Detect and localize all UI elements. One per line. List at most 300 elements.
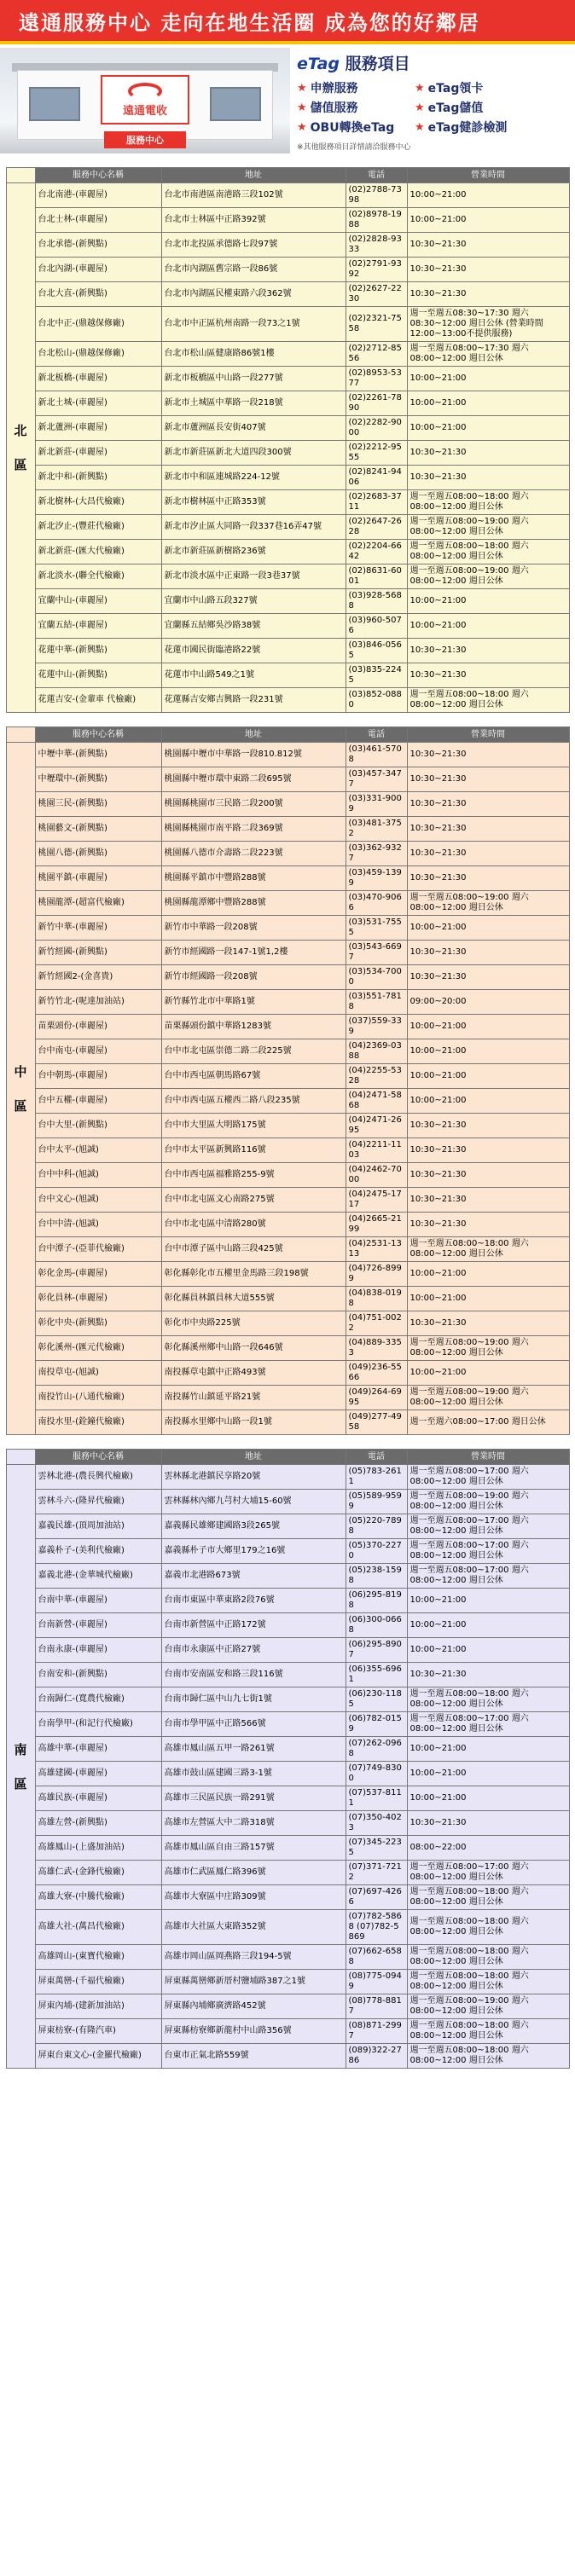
star-icon: ★ bbox=[297, 81, 307, 95]
center-hours: 08:00~22:00 bbox=[407, 1836, 569, 1861]
center-hours: 10:30~21:30 bbox=[407, 965, 569, 990]
center-phone: (04)2665-2199 bbox=[346, 1213, 407, 1237]
center-address: 台南市新營區中正路172號 bbox=[161, 1613, 346, 1638]
center-phone: (049)264-6995 bbox=[346, 1386, 407, 1410]
center-address: 台北市中正區杭州南路一段73之1號 bbox=[161, 307, 346, 342]
center-hours: 10:00~21:00 bbox=[407, 1762, 569, 1786]
center-hours: 10:00~21:00 bbox=[407, 416, 569, 441]
service-item: ★ eTag儲值 bbox=[415, 101, 484, 115]
address-header: 地址 bbox=[161, 1450, 346, 1465]
center-hours: 週一至週五08:00~17:30 週六08:00~12:00 週日公休 bbox=[407, 342, 569, 367]
center-hours: 週一至週五08:00~19:00 週六08:00~12:00 週日公休 bbox=[407, 564, 569, 589]
center-phone: (03)362-9327 bbox=[346, 842, 407, 866]
center-hours: 10:30~21:30 bbox=[407, 466, 569, 490]
center-name: 彰化金馬-(車麗屋) bbox=[35, 1262, 161, 1287]
center-name: 新北樹林-(大昌代檢廠) bbox=[35, 490, 161, 515]
center-name: 台北大直-(新興點) bbox=[35, 282, 161, 307]
center-hours: 10:30~21:30 bbox=[407, 1138, 569, 1163]
table-row bbox=[6, 1237, 569, 1262]
center-hours: 10:00~21:00 bbox=[407, 1039, 569, 1064]
center-hours: 10:30~21:30 bbox=[407, 842, 569, 866]
table-row bbox=[6, 233, 569, 258]
center-name: 雲林斗六-(隆昇代檢廠) bbox=[35, 1490, 161, 1514]
table-row bbox=[6, 1994, 569, 2019]
star-icon: ★ bbox=[297, 101, 307, 114]
table-row bbox=[6, 916, 569, 941]
center-address: 苗栗縣頭份鎮中華路1283號 bbox=[161, 1015, 346, 1039]
table-row bbox=[6, 792, 569, 817]
center-address: 花蓮市中山路549之1號 bbox=[161, 663, 346, 688]
center-hours: 週一至週五08:00~18:00 週六08:00~12:00 週日公休 bbox=[407, 490, 569, 515]
table-row bbox=[6, 1114, 569, 1138]
center-hours: 週一至週五08:00~18:00 週六08:00~12:00 週日公休 bbox=[407, 1237, 569, 1262]
table-row bbox=[6, 639, 569, 663]
center-address: 台中市西屯區福雅路255-9號 bbox=[161, 1163, 346, 1188]
center-address: 台南市歸仁區中山九七街1號 bbox=[161, 1687, 346, 1712]
center-name: 桃園三民-(新興點) bbox=[35, 792, 161, 817]
center-name: 台南新營-(車麗屋) bbox=[35, 1613, 161, 1638]
table-row bbox=[6, 1663, 569, 1687]
center-name: 新北蘆洲-(車麗屋) bbox=[35, 416, 161, 441]
center-phone: (03)461-5708 bbox=[346, 743, 407, 767]
center-phone: (06)230-1185 bbox=[346, 1687, 407, 1712]
center-hours: 週一至週五08:00~18:00 週六08:00~12:00 週日公休 bbox=[407, 2019, 569, 2044]
center-hours: 週一至週五08:00~17:00 週六08:00~12:00 週日公休 bbox=[407, 1514, 569, 1539]
center-address: 南投縣竹山鎮延平路21號 bbox=[161, 1386, 346, 1410]
center-name: 新北新莊-(車麗屋) bbox=[35, 441, 161, 466]
table-row bbox=[6, 208, 569, 233]
center-address: 台北市士林區中正路392號 bbox=[161, 208, 346, 233]
center-address: 台北市松山區健康路86號1樓 bbox=[161, 342, 346, 367]
table-row bbox=[6, 1039, 569, 1064]
service-item: ★ eTag健診檢測 bbox=[415, 120, 508, 135]
center-name: 台中潭子-(亞菲代檢廠) bbox=[35, 1237, 161, 1262]
center-phone: (06)295-8198 bbox=[346, 1589, 407, 1613]
region-header-blank bbox=[6, 168, 35, 183]
center-phone: (04)2211-1103 bbox=[346, 1138, 407, 1163]
center-address: 南投縣草屯鎮中正路493號 bbox=[161, 1361, 346, 1386]
center-address: 桃園縣中壢市中華路一段810.812號 bbox=[161, 743, 346, 767]
center-hours: 10:00~21:00 bbox=[407, 1064, 569, 1089]
center-name: 嘉義朴子-(美利代檢廠) bbox=[35, 1539, 161, 1564]
service-item: ★ eTag領卡 bbox=[415, 81, 484, 96]
center-hours: 10:30~21:30 bbox=[407, 743, 569, 767]
table-row bbox=[6, 490, 569, 515]
center-address: 台北市內湖區舊宗路一段86號 bbox=[161, 258, 346, 282]
center-name: 高雄建國-(車麗屋) bbox=[35, 1762, 161, 1786]
center-phone: (049)277-4958 bbox=[346, 1410, 407, 1435]
center-address: 台南市安南區安和路三段116號 bbox=[161, 1663, 346, 1687]
center-phone: (03)551-7818 bbox=[346, 990, 407, 1015]
center-address: 桃園縣中壢市環中東路二段695號 bbox=[161, 767, 346, 792]
center-address: 花蓮市國民街臨港路22號 bbox=[161, 639, 346, 663]
table-row bbox=[6, 891, 569, 916]
center-hours: 10:30~21:30 bbox=[407, 1114, 569, 1138]
center-phone: (07)537-8111 bbox=[346, 1786, 407, 1811]
table-row bbox=[6, 1836, 569, 1861]
center-hours: 週一至週五08:00~18:00 週六08:00~12:00 週日公休 bbox=[407, 1687, 569, 1712]
center-phone: (05)220-7898 bbox=[346, 1514, 407, 1539]
services-note: ※其他服務項目詳情請洽服務中心 bbox=[297, 143, 411, 152]
center-hours: 週一至週五08:00~18:00 週六08:00~12:00 週日公休 bbox=[407, 1970, 569, 1994]
center-name: 高雄中華-(車麗屋) bbox=[35, 1737, 161, 1762]
center-address: 新北市汐止區大同路一段337巷16弄47號 bbox=[161, 515, 346, 540]
center-phone: (08)871-2997 bbox=[346, 2019, 407, 2044]
center-hours: 週一至週五08:30~17:30 週六08:30~12:00 週日公休 (營業時間12:00~13:00不提供服務) bbox=[407, 307, 569, 342]
center-address: 新北市板橋區中山路一段277號 bbox=[161, 367, 346, 391]
center-name: 台中南屯-(車麗屋) bbox=[35, 1039, 161, 1064]
center-address: 彰化市中央路225號 bbox=[161, 1311, 346, 1336]
center-name: 雲林北港-(農長興代檢廠) bbox=[35, 1465, 161, 1490]
center-hours: 週一至週五08:00~18:00 週六08:00~12:00 週日公休 bbox=[407, 540, 569, 564]
center-name-header: 服務中心名稱 bbox=[35, 168, 161, 183]
center-name: 新竹竹北-(呢達加油站) bbox=[35, 990, 161, 1015]
phone-header: 電話 bbox=[346, 168, 407, 183]
table-row bbox=[6, 564, 569, 589]
center-phone: (07)350-4023 bbox=[346, 1811, 407, 1836]
center-name: 屏東台東文心-(金羅代檢廠) bbox=[35, 2044, 161, 2069]
center-name: 新竹經國2-(金喜貴) bbox=[35, 965, 161, 990]
center-hours: 週一至週五08:00~17:00 週六08:00~12:00 週日公休 bbox=[407, 1564, 569, 1589]
center-phone: (07)749-8300 bbox=[346, 1762, 407, 1786]
center-address: 嘉義市北港路673號 bbox=[161, 1564, 346, 1589]
center-name: 台南安和-(新興點) bbox=[35, 1663, 161, 1687]
center-hours: 週一至週五08:00~19:00 週六08:00~12:00 週日公休 bbox=[407, 891, 569, 916]
center-phone: (02)2828-9333 bbox=[346, 233, 407, 258]
center-hours: 10:00~21:00 bbox=[407, 1361, 569, 1386]
center-name: 新北土城-(車麗屋) bbox=[35, 391, 161, 416]
center-name: 彰化中央-(新興點) bbox=[35, 1311, 161, 1336]
center-phone: (02)2212-9555 bbox=[346, 441, 407, 466]
service-center-directory bbox=[0, 167, 575, 2069]
promo-banner bbox=[0, 0, 575, 153]
center-address: 高雄市鳳山區自由三路157號 bbox=[161, 1836, 346, 1861]
center-name: 台中太平-(旭誠) bbox=[35, 1138, 161, 1163]
center-hours: 週一至週五08:00~18:00 週六08:00~12:00 週日公休 bbox=[407, 2044, 569, 2069]
center-address: 宜蘭市中山路五段327號 bbox=[161, 589, 346, 614]
table-row bbox=[6, 416, 569, 441]
center-address: 高雄市左營區大中二路318號 bbox=[161, 1811, 346, 1836]
table-row bbox=[6, 990, 569, 1015]
table-row bbox=[6, 1564, 569, 1589]
center-phone: (04)2471-2695 bbox=[346, 1114, 407, 1138]
table-row bbox=[6, 1687, 569, 1712]
center-phone: (04)751-0022 bbox=[346, 1311, 407, 1336]
table-row bbox=[6, 1514, 569, 1539]
table-row bbox=[6, 1361, 569, 1386]
center-hours: 10:00~21:00 bbox=[407, 1262, 569, 1287]
center-hours: 週一至週五08:00~17:00 週六08:00~12:00 週日公休 bbox=[407, 1539, 569, 1564]
service-item: ★ 儲值服務 bbox=[297, 101, 358, 115]
star-icon: ★ bbox=[415, 101, 425, 114]
center-phone: (089)322-2786 bbox=[346, 2044, 407, 2069]
table-row bbox=[6, 367, 569, 391]
table-row bbox=[6, 1910, 569, 1945]
table-row bbox=[6, 1638, 569, 1663]
center-phone: (03)459-1399 bbox=[346, 866, 407, 891]
center-phone: (07)371-7212 bbox=[346, 1861, 407, 1885]
center-phone: (07)262-0968 bbox=[346, 1737, 407, 1762]
center-hours: 週一至週五08:00~19:00 週六08:00~12:00 週日公休 bbox=[407, 1336, 569, 1361]
center-phone: (05)238-1598 bbox=[346, 1564, 407, 1589]
center-hours: 週一至週五08:00~18:00 週六08:00~12:00 週日公休 bbox=[407, 1885, 569, 1910]
center-name: 台北中正-(鼎越保修廠) bbox=[35, 307, 161, 342]
center-name: 台北承德-(新興點) bbox=[35, 233, 161, 258]
table-row bbox=[6, 1539, 569, 1564]
center-hours: 10:00~21:00 bbox=[407, 1638, 569, 1663]
table-row bbox=[6, 1336, 569, 1361]
center-phone: (07)782-5868 (07)782-5869 bbox=[346, 1910, 407, 1945]
center-address: 屏東縣萬巒鄉新厝村鹽埔路387之1號 bbox=[161, 1970, 346, 1994]
center-hours: 週一至週五08:00~17:00 週六08:00~12:00 週日公休 bbox=[407, 1861, 569, 1885]
center-phone: (03)534-7000 bbox=[346, 965, 407, 990]
region-header-blank bbox=[6, 1450, 35, 1465]
center-phone: (04)2471-5868 bbox=[346, 1089, 407, 1114]
center-address: 台北市南港區南港路三段102號 bbox=[161, 183, 346, 208]
table-row bbox=[6, 1386, 569, 1410]
center-address: 桃園縣平鎮市中豐路288號 bbox=[161, 866, 346, 891]
center-phone: (07)345-2235 bbox=[346, 1836, 407, 1861]
table-row bbox=[6, 540, 569, 564]
center-address: 桃園縣桃園市三民路二段200號 bbox=[161, 792, 346, 817]
center-name: 花蓮中山-(新興點) bbox=[35, 663, 161, 688]
table-row bbox=[6, 342, 569, 367]
center-phone: (03)852-0880 bbox=[346, 688, 407, 713]
center-hours: 10:30~21:30 bbox=[407, 866, 569, 891]
center-hours: 10:30~21:30 bbox=[407, 767, 569, 792]
center-phone: (02)2627-2230 bbox=[346, 282, 407, 307]
center-phone: (03)835-2245 bbox=[346, 663, 407, 688]
table-row bbox=[6, 183, 569, 208]
center-name: 南投草屯-(旭誠) bbox=[35, 1361, 161, 1386]
center-address: 台中市北屯區崇德二路二段225號 bbox=[161, 1039, 346, 1064]
table-row bbox=[6, 688, 569, 713]
center-phone: (03)846-0565 bbox=[346, 639, 407, 663]
center-phone: (07)662-6588 bbox=[346, 1945, 407, 1970]
table-row bbox=[6, 441, 569, 466]
center-phone: (02)8241-9406 bbox=[346, 466, 407, 490]
center-phone: (08)778-8817 bbox=[346, 1994, 407, 2019]
center-phone: (03)481-3752 bbox=[346, 817, 407, 842]
center-phone: (06)300-0668 bbox=[346, 1613, 407, 1638]
center-name: 台北松山-(鼎越保修廠) bbox=[35, 342, 161, 367]
center-name: 台中文心-(旭誠) bbox=[35, 1188, 161, 1213]
center-address: 花蓮縣吉安鄉吉興路一段231號 bbox=[161, 688, 346, 713]
center-name: 台南歸仁-(寬農代檢廠) bbox=[35, 1687, 161, 1712]
center-name: 台南學甲-(和記行代檢廠) bbox=[35, 1712, 161, 1737]
center-name: 新北新莊-(匯大代檢廠) bbox=[35, 540, 161, 564]
table-row bbox=[6, 1811, 569, 1836]
center-name-header: 服務中心名稱 bbox=[35, 727, 161, 743]
center-phone: (02)2647-2628 bbox=[346, 515, 407, 540]
table-row bbox=[6, 1287, 569, 1311]
center-address: 新竹市經國路一段147-1號1,2樓 bbox=[161, 941, 346, 965]
banner-headline: 遠通服務中心 走向在地生活圈 成為您的好鄰居 bbox=[19, 10, 480, 35]
center-hours: 週一至週五08:00~17:00 週六08:00~12:00 週日公休 bbox=[407, 1712, 569, 1737]
center-hours: 10:00~21:00 bbox=[407, 208, 569, 233]
center-hours: 10:00~21:00 bbox=[407, 1613, 569, 1638]
center-hours: 10:30~21:30 bbox=[407, 1663, 569, 1687]
center-address: 新北市中和區連城路224-12號 bbox=[161, 466, 346, 490]
center-phone: (03)960-5076 bbox=[346, 614, 407, 639]
center-name: 台中中科-(旭誠) bbox=[35, 1163, 161, 1188]
logo-text: 遠通電收 bbox=[122, 104, 167, 118]
center-name: 花蓮中華-(新興點) bbox=[35, 639, 161, 663]
center-name-header: 服務中心名稱 bbox=[35, 1450, 161, 1465]
center-name: 新北中和-(新興點) bbox=[35, 466, 161, 490]
table-row bbox=[6, 1138, 569, 1163]
center-address: 彰化縣彰化市五權里金馬路三段198號 bbox=[161, 1262, 346, 1287]
table-row bbox=[6, 941, 569, 965]
phone-header: 電話 bbox=[346, 1450, 407, 1465]
center-hours: 10:30~21:30 bbox=[407, 1213, 569, 1237]
services-title-brand: eTag bbox=[297, 55, 340, 73]
center-name: 桃園八德-(新興點) bbox=[35, 842, 161, 866]
center-phone: (04)726-8999 bbox=[346, 1262, 407, 1287]
center-name: 彰化員林-(車麗屋) bbox=[35, 1287, 161, 1311]
center-name: 桃園龍潭-(超富代檢廠) bbox=[35, 891, 161, 916]
center-address: 桃園縣龍潭鄉中豐路288號 bbox=[161, 891, 346, 916]
center-phone: (05)370-2270 bbox=[346, 1539, 407, 1564]
center-phone: (02)8953-5377 bbox=[346, 367, 407, 391]
center-hours: 10:00~21:00 bbox=[407, 1589, 569, 1613]
hours-header: 營業時間 bbox=[407, 168, 569, 183]
table-row bbox=[6, 2044, 569, 2069]
center-hours: 10:00~21:00 bbox=[407, 391, 569, 416]
center-address: 新北市樹林區中正路353號 bbox=[161, 490, 346, 515]
center-address: 台中市北屯區中清路280號 bbox=[161, 1213, 346, 1237]
center-name: 中壢中華-(新興點) bbox=[35, 743, 161, 767]
table-header-row bbox=[6, 1450, 569, 1465]
center-phone: (06)295-8907 bbox=[346, 1638, 407, 1663]
center-phone: (05)783-2611 bbox=[346, 1465, 407, 1490]
center-name: 高雄左營-(新興點) bbox=[35, 1811, 161, 1836]
center-address: 桃園縣八德市介壽路二段223號 bbox=[161, 842, 346, 866]
center-hours: 10:00~21:00 bbox=[407, 367, 569, 391]
table-row bbox=[6, 1213, 569, 1237]
center-hours: 09:00~20:00 bbox=[407, 990, 569, 1015]
center-address: 高雄市岡山區岡燕路三段194-5號 bbox=[161, 1945, 346, 1970]
center-phone: (02)2321-7558 bbox=[346, 307, 407, 342]
building-window bbox=[29, 87, 80, 121]
center-address: 台北市內湖區民權東路六段362號 bbox=[161, 282, 346, 307]
center-address: 台中市大里區大明路175號 bbox=[161, 1114, 346, 1138]
center-name: 高雄大寮-(中騰代檢廠) bbox=[35, 1885, 161, 1910]
region-label: 北 區 bbox=[6, 183, 35, 713]
table-row bbox=[6, 614, 569, 639]
center-name: 新竹中華-(車麗屋) bbox=[35, 916, 161, 941]
center-name: 宜蘭中山-(車麗屋) bbox=[35, 589, 161, 614]
center-name: 桃園藝文-(新興點) bbox=[35, 817, 161, 842]
table-row bbox=[6, 391, 569, 416]
center-address: 宜蘭縣五結鄉吳沙路38號 bbox=[161, 614, 346, 639]
center-phone: (03)331-9009 bbox=[346, 792, 407, 817]
center-address: 台南市東區中華東路2段76號 bbox=[161, 1589, 346, 1613]
center-name: 台南中華-(車麗屋) bbox=[35, 1589, 161, 1613]
center-phone: (03)457-3477 bbox=[346, 767, 407, 792]
center-hours: 10:30~21:30 bbox=[407, 258, 569, 282]
center-phone: (04)2369-0388 bbox=[346, 1039, 407, 1064]
center-phone: (03)928-5688 bbox=[346, 589, 407, 614]
center-address: 台中市潭子區中山路三段425號 bbox=[161, 1237, 346, 1262]
center-hours: 週一至週六08:00~17:00 週日公休 bbox=[407, 1410, 569, 1435]
center-name: 新北淡水-(聯全代檢廠) bbox=[35, 564, 161, 589]
center-address: 雲林縣林內鄉九芎村大埔15-60號 bbox=[161, 1490, 346, 1514]
center-hours: 10:30~21:30 bbox=[407, 1311, 569, 1336]
center-hours: 週一至週五08:00~19:00 週六08:00~12:00 週日公休 bbox=[407, 1386, 569, 1410]
table-row bbox=[6, 1089, 569, 1114]
center-name: 台中中清-(旭誠) bbox=[35, 1213, 161, 1237]
table-row bbox=[6, 663, 569, 688]
center-name: 嘉義北港-(金華城代檢廠) bbox=[35, 1564, 161, 1589]
center-name: 桃園平鎮-(車麗屋) bbox=[35, 866, 161, 891]
star-icon: ★ bbox=[415, 81, 425, 95]
center-address: 新北市淡水區中正東路一段3巷37號 bbox=[161, 564, 346, 589]
center-phone: (04)838-0198 bbox=[346, 1287, 407, 1311]
center-hours: 10:30~21:30 bbox=[407, 1163, 569, 1188]
center-address: 新北市土城區中華路一段218號 bbox=[161, 391, 346, 416]
center-hours: 10:00~21:00 bbox=[407, 916, 569, 941]
center-hours: 10:00~21:00 bbox=[407, 1287, 569, 1311]
center-hours: 10:30~21:30 bbox=[407, 663, 569, 688]
center-name: 台中五權-(車麗屋) bbox=[35, 1089, 161, 1114]
center-address: 屏東縣內埔鄉廣濟路452號 bbox=[161, 1994, 346, 2019]
center-phone: (04)889-3353 bbox=[346, 1336, 407, 1361]
center-name: 高雄民族-(車麗屋) bbox=[35, 1786, 161, 1811]
center-name: 台中朝馬-(車麗屋) bbox=[35, 1064, 161, 1089]
center-address: 彰化縣員林鎮員林大道555號 bbox=[161, 1287, 346, 1311]
center-name: 南投水里-(銓鐘代檢廠) bbox=[35, 1410, 161, 1435]
center-hours: 10:00~21:00 bbox=[407, 1089, 569, 1114]
center-phone: (02)2282-9000 bbox=[346, 416, 407, 441]
table-row bbox=[6, 2019, 569, 2044]
center-name: 高雄仁武-(金鋒代檢廠) bbox=[35, 1861, 161, 1885]
center-hours: 10:00~21:00 bbox=[407, 1015, 569, 1039]
center-address: 高雄市鼓山區建國三路3-1號 bbox=[161, 1762, 346, 1786]
table-row bbox=[6, 842, 569, 866]
center-hours: 10:00~21:00 bbox=[407, 1786, 569, 1811]
address-header: 地址 bbox=[161, 727, 346, 743]
center-phone: (037)559-339 bbox=[346, 1015, 407, 1039]
center-phone: (02)8631-6001 bbox=[346, 564, 407, 589]
banner-headline-bar bbox=[0, 0, 575, 44]
center-hours: 週一至週五08:00~19:00 週六08:00~12:00 週日公休 bbox=[407, 1994, 569, 2019]
table-row bbox=[6, 866, 569, 891]
center-phone: (04)2475-1717 bbox=[346, 1188, 407, 1213]
service-center-photo bbox=[0, 48, 290, 153]
table-row bbox=[6, 282, 569, 307]
center-hours: 週一至週五08:00~19:00 週六08:00~12:00 週日公休 bbox=[407, 515, 569, 540]
center-hours: 週一至週五08:00~17:00 週六08:00~12:00 週日公休 bbox=[407, 1465, 569, 1490]
center-address: 高雄市大寮區中庄路309號 bbox=[161, 1885, 346, 1910]
center-address: 新北市新莊區新北大道四段300號 bbox=[161, 441, 346, 466]
services-title-text: 服務項目 bbox=[345, 55, 410, 73]
center-phone: (04)2462-7000 bbox=[346, 1163, 407, 1188]
region-label: 南 區 bbox=[6, 1465, 35, 2069]
table-header-row bbox=[6, 727, 569, 743]
center-phone: (05)589-9599 bbox=[346, 1490, 407, 1514]
region-label: 中 區 bbox=[6, 743, 35, 1435]
service-item: ★ 申辦服務 bbox=[297, 81, 358, 96]
center-hours: 週一至週五08:00~18:00 週六08:00~12:00 週日公休 bbox=[407, 1910, 569, 1945]
table-row bbox=[6, 1945, 569, 1970]
table-row bbox=[6, 1613, 569, 1638]
table-row bbox=[6, 1064, 569, 1089]
center-hours: 10:30~21:30 bbox=[407, 639, 569, 663]
center-hours: 10:30~21:30 bbox=[407, 441, 569, 466]
center-hours: 10:30~21:30 bbox=[407, 941, 569, 965]
center-address: 新竹縣竹北市中華路1號 bbox=[161, 990, 346, 1015]
